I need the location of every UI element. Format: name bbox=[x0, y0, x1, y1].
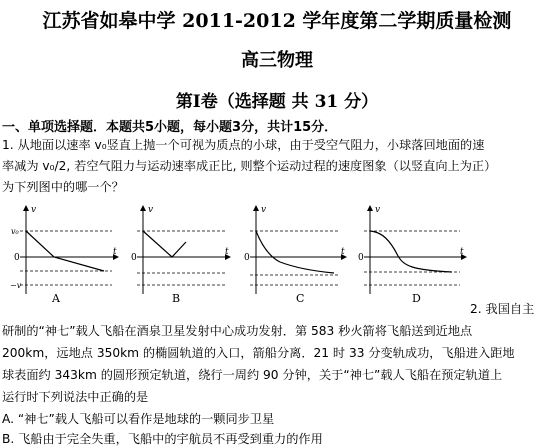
graph-b-zero-label: 0 bbox=[131, 253, 137, 263]
graph-b-v-label: v bbox=[148, 205, 154, 215]
section-title: 第Ⅰ卷（选择题 共 31 分） bbox=[175, 92, 379, 112]
question2-number: 2. 我国自主 bbox=[470, 302, 535, 316]
question1-line2: 率减为 v₀/2, 若空气阻力与运动速率成正比, 则整个运动过程的速度图象（以竖直向上为正） bbox=[2, 159, 497, 173]
subject-title: 高三物理 bbox=[241, 50, 313, 71]
question2-line4: 运行时下列说法中正确的是 bbox=[2, 390, 149, 404]
question1-line1: 1. 从地面以速率 v₀竖直上抛一个可视为质点的小球，由于受空气阻力，小球落回地面的速 bbox=[2, 138, 485, 152]
question2-choice-b: B. 飞船由于完全失重，飞船中的宇航员不再受到重力的作用 bbox=[2, 432, 323, 446]
graph-a-t-label: t bbox=[113, 247, 117, 257]
graph-d-option-label: D bbox=[412, 292, 421, 305]
question2-choice-a: A. “神七”载人飞船可以看作是地球的一颗同步卫星 bbox=[2, 412, 275, 426]
velocity-graphs bbox=[0, 198, 554, 310]
graph-c-v-label: v bbox=[261, 205, 267, 215]
graph-b-option-label: B bbox=[172, 292, 181, 305]
graph-a bbox=[10, 205, 118, 305]
graph-a-v-label: v bbox=[31, 205, 37, 215]
question2-line1: 研制的“神七”载人飞船在酒泉卫星发射中心成功发射．第 583 秒火箭将飞船送到近地点 bbox=[2, 324, 473, 338]
graph-a-neg-label: −v bbox=[10, 281, 22, 290]
graph-a-zero-label: 0 bbox=[14, 253, 20, 263]
graph-d bbox=[358, 205, 466, 305]
graph-a-v0-label: v₀ bbox=[11, 227, 19, 236]
question1-line3: 为下列图中的哪一个？ bbox=[2, 180, 124, 194]
graph-b bbox=[131, 205, 230, 305]
part-heading: 一、单项选择题．本题共5小题，每小题3分，共计15分． bbox=[2, 120, 338, 135]
question2-line3: 球表面约 343km 的圆形预定轨道，绕行一周约 90 分钟，关于“神七”载人飞船在预定轨道上 bbox=[2, 368, 503, 382]
graph-d-v-label: v bbox=[375, 205, 381, 215]
graph-c-zero-label: 0 bbox=[244, 253, 250, 263]
graph-d-zero-label: 0 bbox=[358, 253, 364, 263]
graph-c-t-label: t bbox=[341, 247, 345, 257]
graph-b-t-label: t bbox=[225, 247, 229, 257]
exam-title: 江苏省如皋中学 2011-2012 学年度第二学期质量检测 bbox=[42, 10, 512, 32]
graph-d-t-label: t bbox=[460, 247, 464, 257]
graph-c bbox=[244, 205, 346, 305]
question2-line2: 200km，远地点 350km 的椭圆轨道的入口，箭船分离．21 时 33 分变轨成功，飞船进入距地 bbox=[2, 346, 515, 360]
graph-a-option-label: A bbox=[52, 292, 60, 305]
graph-c-option-label: C bbox=[296, 292, 305, 305]
